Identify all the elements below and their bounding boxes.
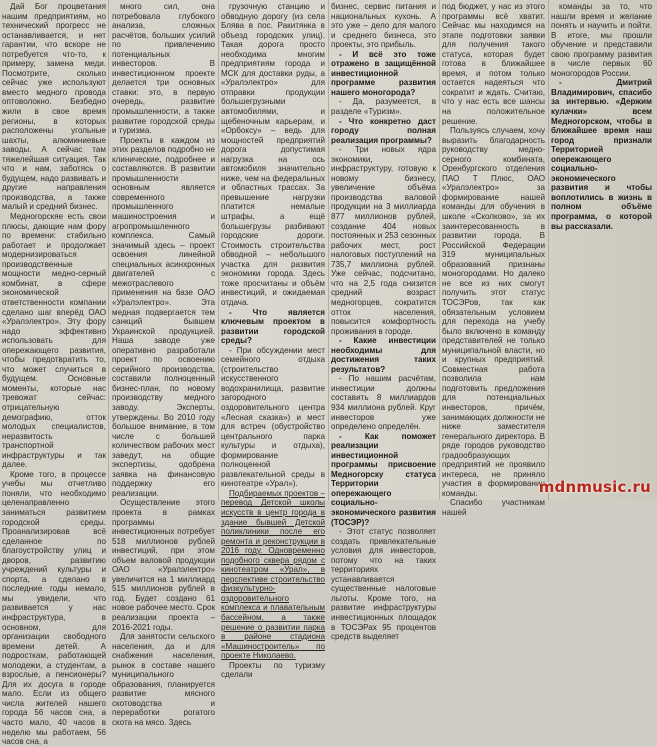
column-divider xyxy=(218,0,219,500)
column-divider xyxy=(328,0,329,500)
text-column-5 xyxy=(442,2,545,517)
article-paragraph: Медногорскяе есть свои плюсы, дающие нам фору по времени: стабильно работает и продолжает модернизироваться производственные мощности медно-серный комбинат, в сфере экономической ответственности компании сделано шаг вперёд ОАО «Уралэлектро». Эту фору надо эффективно использовать для опережающего развития, чтобы предотвратить то, что может случиться в будущем. Основные моменты, которые нас тревожат сейчас: отрицательную демографию, отток молодых специалистов, неразвитость транспортной инфраструктуры и так далее. xyxy=(2,212,106,470)
article-paragraph: Для занятости сельского населения, да и для снабжения населения, рынок в составе нашего муниципального образования, планируется развитие мясного скотоводства и переработки рогатого скота на мясо. Здесь xyxy=(112,632,215,728)
article-paragraph: Кроме того, в процессе учебы мы отчетливо поняли, что необходимо целенаправленно заниматься развитием городской среды. Проанализировав всё сделанное по благоустройству улиц и дворов, развитию учреждений культуры и спорта, а сделано в последние годы немало, мы увидели, что развивается у нас инфраструктура, в основном, для организации свободного времени детей. А подросткам, работающей молодежи, а студентам, а взрослые, а пенсионеры? Для их досуга в городе мало. Если из общего числа жителей нашего города 56 часов сна, а часто мало, 40 часов в неделю мы работаем, 56 часов сна, а xyxy=(2,469,106,747)
article-paragraph: - Три новых ядра экономики, инфраструктуру, готовую к новому бизнесу, увеличение объёма производства валовой продукции на 3 миллиарда 877 миллионов рублей, создание 404 новых постоянных и 253 сезонных рабочих мест, рост налоговых поступлений на 735,7 миллиона рублей. Уже сейчас, подсчитано, что на 2,5 года снизится средний возраст медногорцев, сократится отток населения, повысится комфортность проживания в городе. xyxy=(331,145,436,336)
column-divider xyxy=(548,0,549,500)
article-paragraph: - Что является ключевым проектом в развитии городской среды? xyxy=(221,307,325,346)
article-paragraph: грузочную станцию и обводную дорогу (из села Блява в пос. Ракитянка в объезд городских улиц). Такая дорога просто необходима многим предприятиям города и МСК для доставки руды, а «Уралэлектро» для отправки продукции большегрузными автомобилями, и щебеночным карьерам, и «Орбоксу» – ведь для мощностей предприятий дорога допустимая нагрузка на ось автомобиля значительно ниже, чем на федеральных и областных трассах. За превышение нагрузки платится немалые штрафы, а ещё большегрузы разбивают городские дороги. Стоимость строительства обводной – небольшого участка для развития экономики города. Здесь тоже просчитаны и объём инвестиций, и ожидаемая отдача. xyxy=(221,2,325,307)
article-paragraph: под бюджет, у нас из этого программы всё хватит. Сейчас мы находимся на этапе подготовки заявки для получения такого статуса, которая будет готова в ближайшее время, и потом только остается надеяться что сократит и ждать. Считаю, что у нас есть все шансы на положительное решение. xyxy=(442,2,545,126)
text-column-6 xyxy=(551,2,652,500)
article-paragraph: Пользуясь случаем, хочу выразить благодарность руководству медно-серного комбината, Оренбургского отделения ПАО Т Плюс, ОАО «Уралэлектро» за формирование нашей команды для обучения в школе «Сколково», за их заинтересованность в развитии города. В Российской Федерации 319 муниципальных образований признаны моногородами. Но далеко не все из них смогут получить этот статус ТОСЭРов, так как обязательным условием для перехода на учебу было включено в команду представителей не только муниципальной власти, но и крупных предприятий. Совместная работа позволила нам подготовить предложения для потенциальных инвесторов, причём, занимающих должности не ниже заместителя генерального директора. В ряде городов руководство градообразующих предприятий не проявило интереса, не приняло участия в формировании команды. xyxy=(442,126,545,498)
text-column-1 xyxy=(2,2,106,747)
article-paragraph: Спасибо участникам нашей xyxy=(442,498,545,517)
article-paragraph: Дай Бог процветания нашим предприятиям, но технический прогресс не останавливается, и нет гарантии, что вскоре не потребуется что-то, к примеру, замена меди. Посмотрите, сколько сейчас уже используют вместо медного провода оптоволокно. Безбедно жили в свое время регионы, в которых расположены угольные шахты, алюминиевые заводы. А сейчас там тяжелейшая ситуация. Так что и нам, заботясь о будущем, надо развивать и другие направления производства, а также малый и средний бизнес. xyxy=(2,2,106,212)
article-paragraph: - Этот статус позволяет создать привлекательные условия для инвесторов, потому что на таких территориях устанавливается существенные налоговые льготы. Кроме того, на развитие инфраструктуры инвестиционных площадок в ТОСЭРах 95 процентов средств выделяет xyxy=(331,527,436,642)
article-paragraph: Проекты по туризму сделали xyxy=(221,660,325,680)
article-paragraph: много сил, она потребовала глубокого анализа, сложных расчётов, больших усилий по привлечению потенциальных инвесторов. В инвестиционном проекте делается три основных ставки: это, в первую очередь, развитие промышленности, а также развитие городской среды и туризма. xyxy=(112,2,215,136)
article-paragraph: - По нашим расчётам, инвестиции должны составить 8 миллиардов 934 миллиона рублей. Круг инвесторов уже определено определён. xyxy=(331,374,436,432)
article-paragraph: Осуществление этого проекта в рамках программы инвестиционных потребует 518 миллионов рублей инвестиций, при этом объем валовой продукции ОАО «Уралэлектро» увеличится на 1 миллиард 515 миллионов рублей в год. Будет создано 61 новое рабочее место. Срок реализации проекта – 2016-2021 годы. xyxy=(112,498,215,632)
site-watermark: mdnmusic.ru xyxy=(538,478,651,496)
article-paragraph: - И всё это тоже отражено в защищённой инвестиционной программе развития нашего моногорода? xyxy=(331,49,436,97)
article-paragraph: Подбираемых проектов – перевод Детской школы искусств в центр города в здание бывшей Детской поликлиники после его ремонта и реконструкции в 2016 году. Одновременно подобного сквера рядом с кинотеатром «Урал», в перспективе строительство физкультурно-оздоровительного комплекса и плавательным бассейном, а также решение о развитии парка в районе стадиона «Машиностроитель» по проекте Николаево. xyxy=(221,488,325,661)
text-column-4 xyxy=(331,2,436,642)
article-paragraph: - Какие инвестиции необходимы для достижения таких результатов? xyxy=(331,336,436,374)
article-paragraph: команды за то, что нашли время и желание понять и научить и пойти. В итоге, мы прошли обучение и представили свою программу развития в числе первых 60 моногородов России. xyxy=(551,2,652,78)
article-paragraph: - Да, разумеется, в разделе «Туризм». xyxy=(331,97,436,117)
article-paragraph: - Дмитрий Владимирович, спасибо за интервью. «Держим кулачки» всем Медногорском, чтобы в ближайшее время наш город признали Территорией опережающего социально-экономического развития и чтобы воплотились в жизнь в полном объёме программа, о которой вы рассказали. xyxy=(551,78,652,231)
text-column-3 xyxy=(221,2,325,680)
column-divider xyxy=(439,0,440,500)
article-paragraph: - Как поможет реализации инвестиционной программы присвоение Медногорску статуса Территории опережающего социально-экономического развития (ТОСЭР)? xyxy=(331,431,436,527)
article-paragraph: Проекты в каждом из этих разделов подробно не клинические, подробнее и составляются. В развитии промышленности основным является современного промышленного машиностроения и агропромышленного комплекса. Самый значимый здесь – проект освоения линейной специальных асинхронных двигателей с межотраслевого применения на базе ОАО «Уралэлектро». Эта медная подвергается тем санкций бывшем Украинской продукцией. Наша заводе уже оперативно разработали проект по освоению серийного производства, составили полноценный бизнес-план, по новому производству медного заводу. Эксперты, утверждены. Во 2010 году большое внимание, в том числе с большей количеством рабочих мест заведут, на общие экспертизы, одобрена заявка на финансовую поддержку его реализации. xyxy=(112,135,215,498)
article-paragraph: - При обсуждении мест семейного отдыха (строительство искусственного водохранилища, развитие загородного оздоровительного центра «Лесная сказка») и мест для встреч (обустройство центрального парка культуры и отдыха), формирование полноценной развлекательной среды в кинотеатре «Урал»). xyxy=(221,345,325,489)
article-paragraph: - Что конкретно даст городу полная реализация программы? xyxy=(331,116,436,145)
text-column-2 xyxy=(112,2,215,728)
column-divider xyxy=(108,0,109,500)
article-paragraph: бизнес, сервис питания и национальных кухонь. А это уже – дело для малого и среднего бизнеса, это проекты, это прибыль. xyxy=(331,2,436,50)
